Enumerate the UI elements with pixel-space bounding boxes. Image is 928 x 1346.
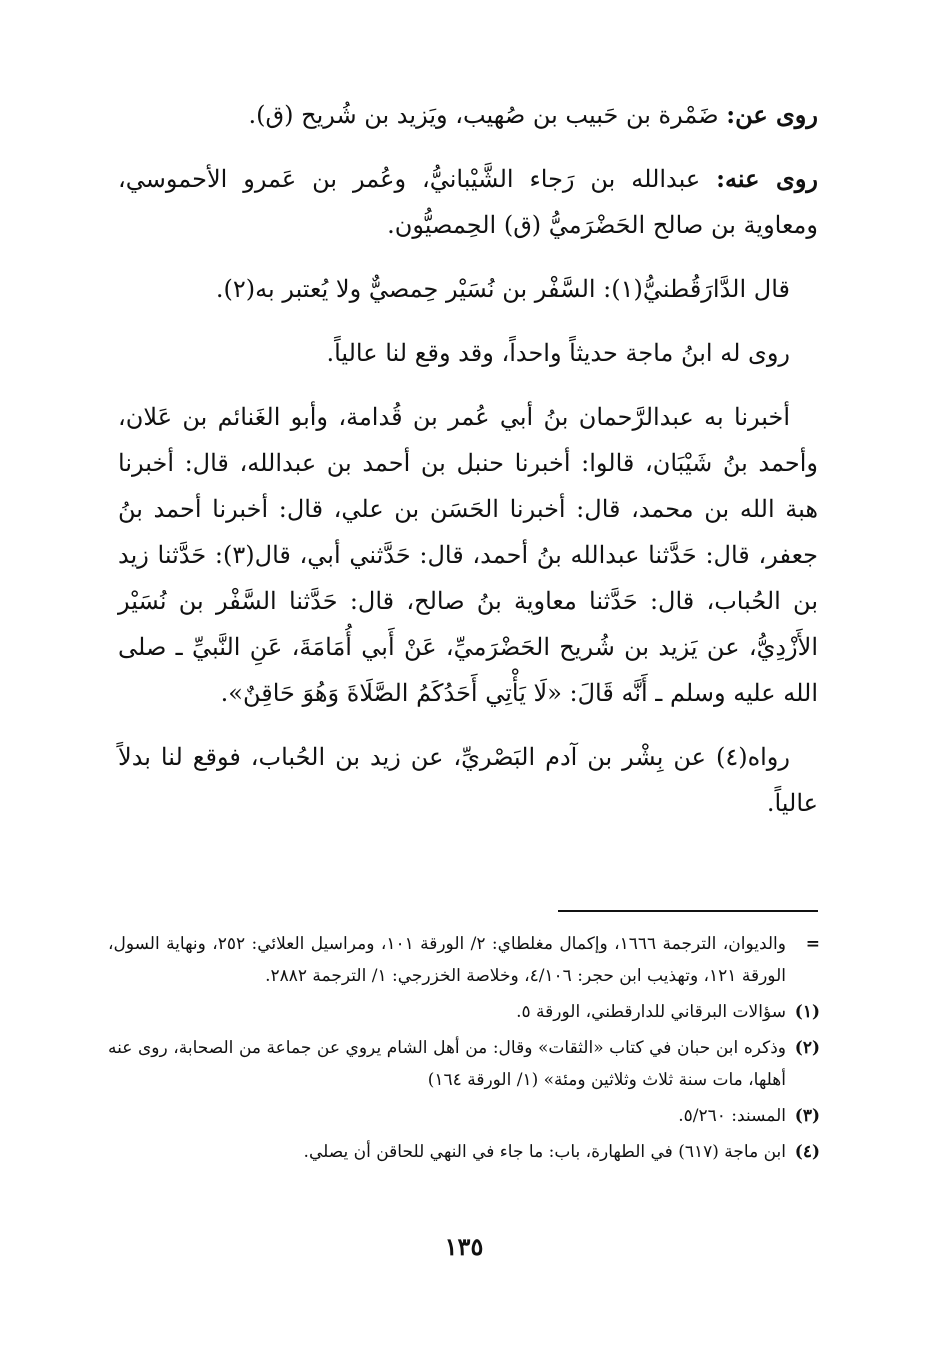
paragraph-riwayah — [118, 734, 818, 826]
paragraph-text: قال الدَّارَقُطنيُّ(١): السَّفْر بن نُسَيْر حِمصيٌّ ولا يُعتبر به(٢). — [215, 275, 790, 303]
footnote-text: ابن ماجة (٦١٧) في الطهارة، باب: ما جاء في النهي للحاقن أن يصلي. — [303, 1142, 786, 1162]
paragraph-text: ضَمْرة بن حَبيب بن صُهيب، ويَزيد بن شُريح (ق). — [248, 101, 727, 129]
paragraph-hadith-chain — [118, 394, 818, 716]
footnote-marker: (٤) — [794, 1142, 820, 1162]
paragraph-text: روى له ابنُ ماجة حديثاً واحداً، وقد وقع لنا عالياً. — [326, 339, 790, 367]
footnote-2 — [108, 1032, 820, 1096]
section-lead: روى عن: — [726, 100, 818, 129]
footnote-marker: (١) — [794, 1002, 820, 1022]
section-lead: روى عنه: — [716, 164, 819, 193]
paragraph-text: رواه(٤) عن بِشْر بن آدم البَصْريِّ، عن زيد بن الحُباب، فوقع لنا بدلاً عالياً. — [118, 743, 818, 817]
footnote-separator — [558, 910, 818, 912]
footnote-3 — [108, 1100, 820, 1132]
footnote-marker: (٣) — [794, 1106, 820, 1126]
footnote-text: سؤالات البرقاني للدارقطني، الورقة ٥. — [516, 1002, 786, 1022]
paragraph-narrated-by — [118, 156, 818, 248]
footnote-marker: (٢) — [794, 1038, 820, 1058]
page-number: ١٣٥ — [444, 1232, 484, 1261]
paragraph-daraqutni — [118, 266, 818, 312]
paragraph-text: أخبرنا به عبدالرَّحمان بنُ أبي عُمر بن قُدامة، وأبو الغَنائم بن عَلان، وأحمد بنُ شَيْبَان، قالوا: أخبرنا حنبل بن أحمد بن عبدالله، قال: أخبرنا هبة الله بن محمد، قال: أخبرنا الحَسَن بن علي، قال: أخبرنا أحمد بنُ جعفر، قال: حَدَّثنا عبدالله بنُ أحمد، قال: حَدَّثني أبي، قال(٣): حَدَّثنا زيد بن الحُباب، قال: حَدَّثنا معاوية بنُ صالح، قال: حَدَّثنا السَّفْر بن نُسَيْر الأَزْدِيُّ، عن يَزيد بن شُريح الحَضْرَميِّ، عَنْ أَبي أُمَامَةَ، عَنِ النَّبيِّ ـ صلى الله عليه وسلم ـ أَنَّه قَالَ: «لَا يَأْتِي أَحَدُكَمُ الصَّلَاةَ وَهُوَ حَاقِنٌ». — [118, 403, 818, 707]
paragraph-text: عبدالله بن رَجاء الشَّيْبانيُّ، وعُمر بن عَمرو الأحموسي، ومعاوية بن صالح الحَضْرَميُّ (ق) الحِمصيُّون. — [118, 165, 818, 239]
paragraph-narrated-from — [118, 92, 818, 138]
main-text — [118, 92, 818, 844]
footnote-1 — [108, 996, 820, 1028]
paragraph-ibn-majah — [118, 330, 818, 376]
footnotes — [108, 928, 820, 1172]
footnote-4 — [108, 1136, 820, 1168]
footnote-text: والديوان، الترجمة ١٦٦٦، وإكمال مغلطاي: ٢/ الورقة ١٠١، ومراسيل العلائي: ٢٥٢، ونهاية السول، الورقة ١٢١، وتهذيب ابن حجر: ٤/١٠٦، وخلاصة الخزرجي: ١/ الترجمة ٢٨٨٢. — [108, 934, 786, 986]
footnote-continuation — [108, 928, 820, 992]
footnote-text: وذكره ابن حبان في كتاب «الثقات» وقال: من أهل الشام يروي عن جماعة من الصحابة، روى عنه أهلها، مات سنة ثلاث وثلاثين ومئة» (١/ الورقة ١٦٤) — [108, 1038, 786, 1090]
footnote-text: المسند: ٥/٢٦٠. — [678, 1106, 786, 1126]
footnote-marker: = — [805, 934, 820, 954]
